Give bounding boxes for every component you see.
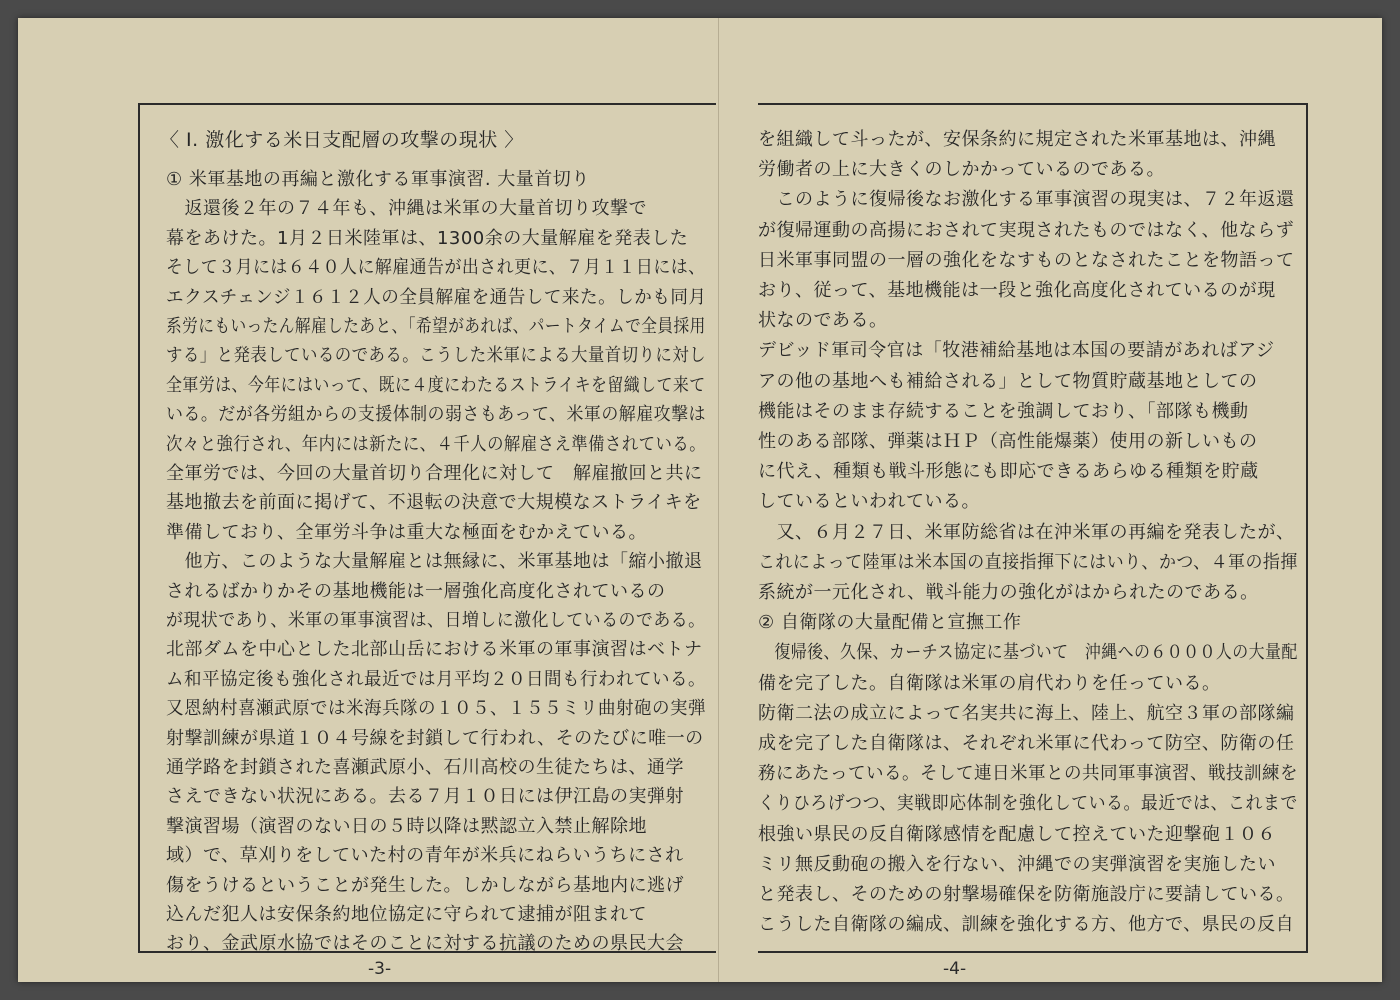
text-line: これによって陸軍は米本国の直接指揮下にはいり、かつ、４軍の指揮 — [758, 551, 1298, 573]
text-line: 系労にもいったん解雇したあと、「希望があれば、パートタイムで全員採用 — [166, 316, 706, 337]
text-line: ① 米軍基地の再編と激化する軍事演習. 大量首切り — [166, 169, 590, 190]
frame-left — [138, 103, 140, 953]
text-line: 性のある部隊、弾薬はＨＰ（高性能爆薬）使用の新しいもの — [758, 431, 1258, 452]
text-line: こうした自衛隊の編成、訓練を強化する方、他方で、県民の反自 — [758, 914, 1295, 936]
text-line: を組織して斗ったが、安保条約に規定された米軍基地は、沖縄 — [758, 129, 1276, 150]
text-line: いる。だが各労組からの支援体制の弱さもあって、米軍の解雇攻撃は — [166, 404, 706, 426]
text-line: 備を完了した。自衛隊は米軍の肩代わりを任っている。 — [758, 672, 1221, 694]
page-spine — [718, 18, 719, 982]
text-line: されるばかりかその基地機能は一層強化高度化されているの — [166, 580, 666, 602]
text-line: が現状であり、米軍の軍事演習は、日増しに激化しているのである。 — [166, 610, 706, 631]
text-line: 次々と強行され、年内には新たに、４千人の解雇さえ準備されている。 — [166, 433, 707, 455]
text-line: おり、金武原水協ではそのことに対する抗議のための県民大会 — [166, 933, 684, 955]
frame-top-left — [138, 103, 716, 105]
text-line: 基地撤去を前面に掲げて、不退転の決意で大規模なストライキを — [166, 492, 702, 514]
text-line: アの他の基地へも補給される」として物質貯蔵基地としての — [758, 370, 1258, 392]
section-heading: 〈 I. 激化する米日支配層の攻撃の現状 〉 — [160, 129, 524, 151]
page-number-right: -4- — [943, 959, 967, 979]
text-line: 成を完了した自衛隊は、それぞれ米軍に代わって防空、防衛の任 — [758, 733, 1295, 754]
text-line: そして３月には６４０人に解雇通告が出され更に、７月１１日には、 — [166, 257, 706, 279]
text-line: 撃演習場（演習のない日の５時以降は黙認立入禁止解除地 — [166, 815, 647, 837]
frame-right — [1306, 103, 1308, 953]
text-line: しているといわれている。 — [758, 491, 980, 513]
text-line: さえできない状況にある。去る７月１０日には伊江島の実弾射 — [166, 786, 684, 808]
text-line: と発表し、そのための射撃場確保を防衛施設庁に要請している。 — [758, 884, 1295, 905]
text-line: 根強い県民の反自衛隊感情を配慮して控えていた迎撃砲１０６ — [758, 823, 1276, 845]
text-line: に代え、種類も戦斗形態にも即応できるあらゆる種類を貯蔵 — [758, 461, 1259, 483]
page-number-left: -3- — [368, 959, 392, 979]
text-line: 状なのである。 — [758, 310, 888, 332]
text-line: が復帰運動の高揚におされて実現されたものではなく、他ならず — [758, 219, 1295, 241]
text-line: エクスチェンジ１６１２人の全員解雇を通告して来た。しかも同月 — [166, 286, 707, 308]
text-line: 防衛二法の成立によって名実共に海上、陸上、航空３軍の部隊編 — [758, 702, 1295, 724]
text-line: おり、従って、基地機能は一段と強化高度化されているのが現 — [758, 280, 1276, 301]
text-line: 又恩納村喜瀬武原では米海兵隊の１０５、１５５ミリ曲射砲の実弾 — [166, 698, 706, 720]
text-line: ミリ無反動砲の搬入を行ない、沖縄での実弾演習を実施したい — [758, 853, 1276, 875]
text-line: 又、６月２７日、米軍防総省は在沖米軍の再編を発表したが、 — [758, 521, 1295, 543]
text-line: 全軍労では、今回の大量首切り合理化に対して 解雇撤回と共に — [166, 463, 703, 484]
right-page — [758, 103, 1308, 979]
text-line: 幕をあけた。1月２日米陸軍は、1300余の大量解雇を発表した — [166, 227, 689, 249]
text-line: 傷をうけるということが発生した。しかしながら基地内に逃げ — [166, 874, 684, 896]
text-line: 機能はそのまま存続することを強調しており、「部隊も機動 — [758, 400, 1249, 422]
text-line: 北部ダムを中心とした北部山岳における米軍の軍事演習はベトナ — [166, 639, 703, 661]
text-line: くりひろげつつ、実戦即応体制を強化している。最近では、これまで — [758, 793, 1298, 815]
text-line: ② 自衛隊の大量配備と宣撫工作 — [758, 612, 1022, 634]
text-line: 準備しており、全軍労斗争は重大な極面をむかえている。 — [166, 521, 647, 543]
text-line: 込んだ犯人は安保条約地位協定に守られて逮捕が阻まれて — [166, 904, 647, 925]
frame-bottom-right — [758, 951, 1308, 953]
text-line: 他方、このような大量解雇とは無縁に、米軍基地は「縮小撤退 — [166, 551, 703, 573]
text-line: 射撃訓練が県道１０４号線を封鎖して行われ、そのたびに唯一の — [166, 727, 704, 749]
left-page — [138, 103, 716, 979]
text-line: 日米軍事同盟の一層の強化をなすものとなされたことを物語って — [758, 249, 1295, 271]
text-line: 労働者の上に大きくのしかかっているのである。 — [758, 159, 1165, 181]
text-line: 復帰後、久保、カーチス協定に基づいて 沖縄への６０００人の大量配 — [758, 642, 1298, 664]
text-line: 全軍労は、今年にはいって、既に４度にわたるストライキを留織して来て — [166, 374, 706, 396]
text-line: このように復帰後なお激化する軍事演習の現実は、７２年返還 — [758, 189, 1295, 211]
text-line: 域）で、草刈りをしていた村の青年が米兵にねらいうちにされ — [166, 845, 684, 867]
text-line: デビッド軍司令官は「牧港補給基地は本国の要請があればアジ — [758, 340, 1275, 362]
text-line: 務にあたっている。そして連日米軍との共同軍事演習、戦技訓練を — [758, 763, 1298, 785]
frame-top-right — [758, 103, 1308, 105]
text-line: 系統が一元化され、戦斗能力の強化がはかられたのである。 — [758, 582, 1259, 603]
document-sheet — [18, 18, 1382, 982]
text-line: する」と発表しているのである。こうした米軍による大量首切りに対し — [166, 345, 706, 367]
text-line: 通学路を封鎖された喜瀬武原小、石川高校の生徒たちは、通学 — [166, 757, 684, 778]
text-line: 返還後２年の７４年も、沖縄は米軍の大量首切り攻撃で — [166, 198, 647, 220]
text-line: ム和平協定後も強化され最近では月平均２０日間も行われている。 — [166, 668, 706, 690]
